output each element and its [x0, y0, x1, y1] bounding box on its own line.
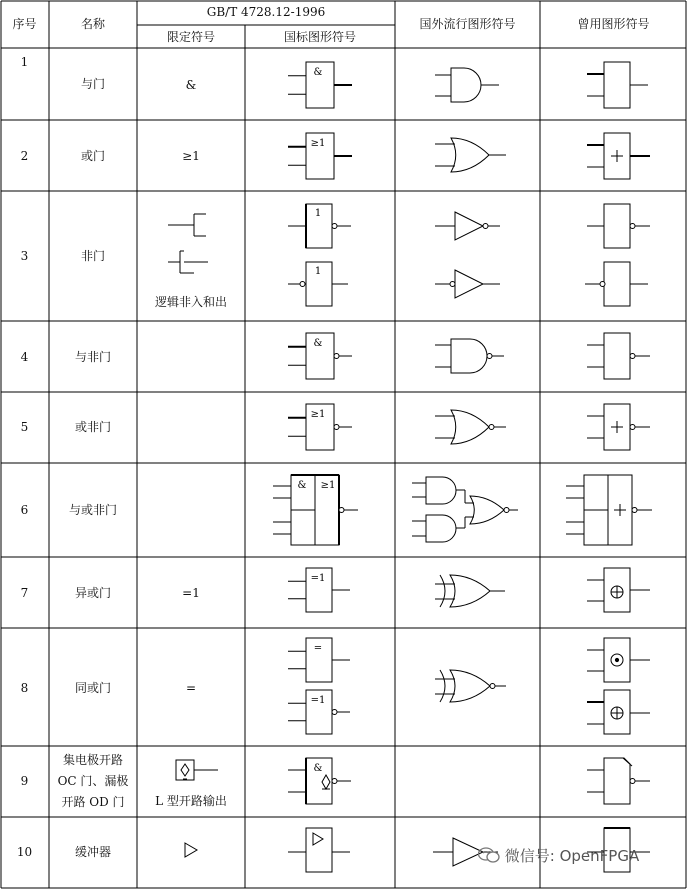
header-foreign-symbol: 国外流行图形符号: [419, 17, 516, 31]
row-2-name: 或门: [80, 149, 105, 163]
row-9-legacy-symbol: [587, 758, 650, 804]
row-8-qualifier: =: [185, 681, 197, 695]
row-6-legacy-symbol: [566, 475, 652, 545]
row-5-legacy-symbol: [587, 404, 650, 450]
header-standard: GB/T 4728.12-1996: [206, 5, 326, 19]
row-2-index: 2: [20, 149, 29, 163]
row-7-iec-symbol: [288, 568, 350, 612]
row-8-iec-symbol: [288, 638, 350, 734]
row-2-legacy-symbol: [587, 133, 650, 179]
svg-text:&: &: [297, 480, 307, 491]
row-6-index: 6: [20, 503, 29, 517]
row-6-name: 与或非门: [68, 503, 117, 517]
row-9-index: 9: [20, 774, 29, 788]
row-9-iec-symbol: [288, 758, 351, 804]
svg-text:1: 1: [314, 208, 322, 219]
row-1-iec-symbol: [288, 62, 352, 108]
row-2-iec-symbol: [288, 133, 352, 179]
row-7-index: 7: [20, 586, 29, 600]
row-1-qualifier: &: [185, 78, 197, 92]
row-9-qualifier: L 型开路输出: [155, 794, 227, 808]
header-legacy-symbol: 曾用图形符号: [577, 17, 650, 31]
svg-text:&: &: [313, 763, 323, 774]
row-5-name: 或非门: [74, 420, 111, 434]
svg-text:≥1: ≥1: [310, 409, 326, 420]
row-3-qualifier-symbols: [168, 214, 208, 273]
row-7-foreign-symbol: [435, 575, 505, 607]
row-2-qualifier: ≥1: [182, 149, 200, 163]
row-7-qualifier: =1: [182, 586, 200, 600]
header-index: 序号: [12, 17, 37, 31]
row-10-qualifier-symbol: [185, 843, 197, 857]
svg-text:=: =: [313, 643, 323, 654]
svg-text:&: &: [313, 67, 323, 78]
row-8-legacy-symbol: [587, 638, 650, 734]
row-3-legacy-symbol: [585, 204, 650, 306]
header-qualifier: 限定符号: [166, 30, 215, 44]
row-6-iec-symbol: [273, 475, 358, 545]
header-name: 名称: [80, 17, 105, 31]
wechat-icon: [478, 847, 500, 863]
row-4-name: 与非门: [74, 350, 111, 364]
svg-text:≥1: ≥1: [310, 138, 326, 149]
row-1-foreign-symbol: [435, 68, 499, 102]
row-8-name: 同或门: [74, 681, 111, 695]
row-4-foreign-symbol: [435, 339, 504, 373]
row-5-index: 5: [20, 420, 29, 434]
row-10-iec-symbol: [288, 828, 350, 872]
row-5-iec-symbol: [288, 404, 352, 450]
watermark: [478, 845, 639, 866]
row-10-name: 缓冲器: [74, 845, 111, 859]
svg-text:≥1: ≥1: [320, 480, 336, 491]
row-3-index: 3: [20, 249, 29, 263]
row-10-index: 10: [16, 845, 33, 859]
row-4-legacy-symbol: [587, 333, 650, 379]
row-3-iec-symbol: [288, 204, 351, 306]
svg-text:&: &: [313, 338, 323, 349]
row-7-name: 异或门: [74, 586, 111, 600]
row-3-foreign-symbol: [435, 212, 500, 298]
row-3-name: 非门: [80, 249, 105, 263]
row-9-name-line-1: 集电极开路: [62, 753, 123, 767]
row-9-qualifier-symbol: [176, 760, 218, 780]
header-national-symbol: 国标图形符号: [283, 30, 356, 44]
svg-text:=1: =1: [310, 695, 326, 706]
row-5-foreign-symbol: [435, 410, 506, 444]
row-3-qualifier: 逻辑非入和出: [154, 295, 227, 309]
row-4-index: 4: [20, 350, 29, 364]
row-4-iec-symbol: [288, 333, 352, 379]
watermark-text: 微信号: OpenFPGA: [504, 847, 640, 865]
row-9-name-line-2: OC 门、漏极: [57, 774, 129, 788]
row-2-foreign-symbol: [435, 138, 506, 172]
row-1-index: 1: [20, 55, 29, 69]
row-8-index: 8: [20, 681, 29, 695]
row-8-foreign-symbol: [435, 670, 506, 702]
row-7-legacy-symbol: [587, 568, 650, 612]
row-1-name: 与门: [80, 77, 105, 91]
row-9-name-line-3: 开路 OD 门: [61, 795, 125, 809]
row-1-legacy-symbol: [587, 62, 648, 108]
svg-text:1: 1: [314, 266, 322, 277]
svg-text:=1: =1: [310, 573, 326, 584]
row-6-foreign-symbol: [412, 477, 518, 542]
